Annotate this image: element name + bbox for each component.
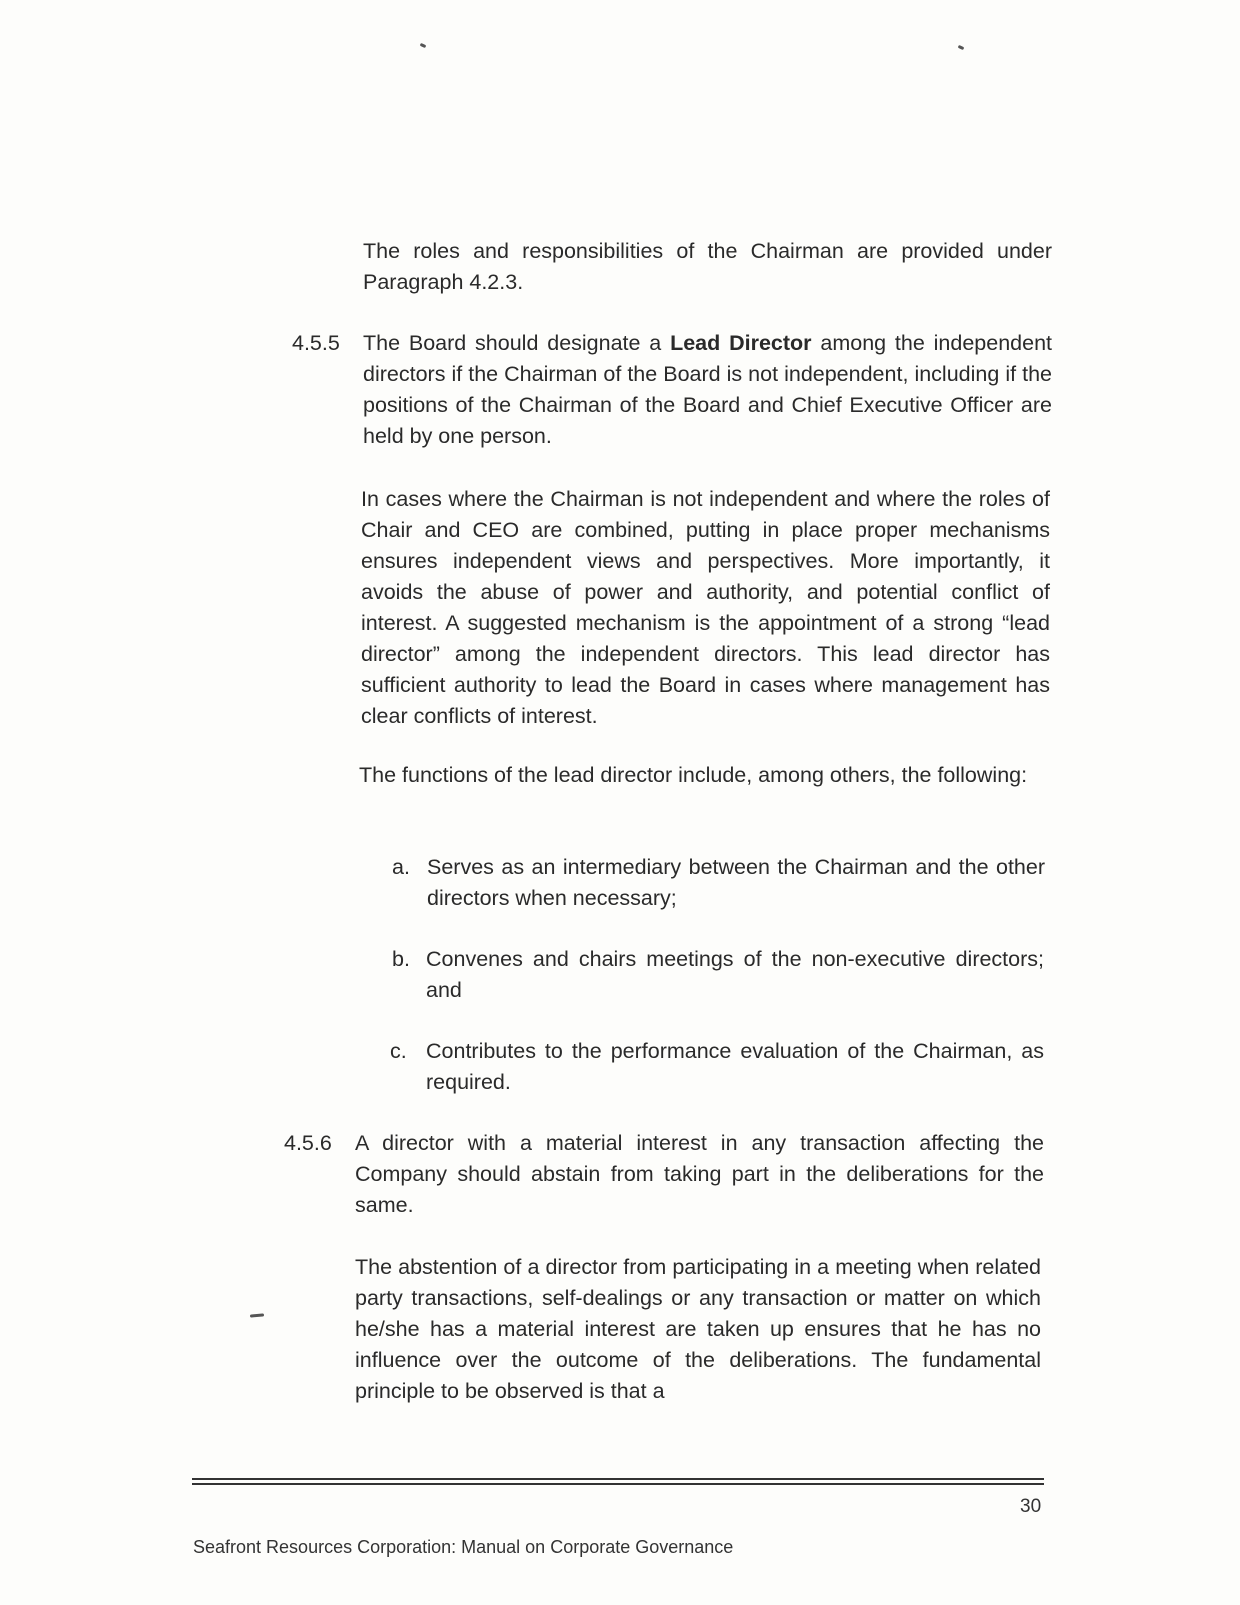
list-marker-b: b. bbox=[392, 947, 410, 971]
section-4-5-5-text bbox=[363, 328, 1052, 452]
list-marker-c: c. bbox=[390, 1039, 407, 1063]
scan-speck bbox=[958, 45, 965, 50]
paragraph-functions: The functions of the lead director include, among others, the following: bbox=[359, 763, 1028, 787]
lead-director-term: Lead Director bbox=[670, 331, 812, 355]
page-number: 30 bbox=[1020, 1496, 1042, 1517]
section-number-4-5-5: 4.5.5 bbox=[292, 331, 340, 355]
footer-rule-bottom bbox=[192, 1483, 1044, 1485]
paragraph-cases: In cases where the Chairman is not independent and where the roles of Chair and CEO are combined, putting in place proper mechanisms ensures independent views and perspectives. More importantly, it avoids the abuse of power and authority, and potential conflict of interest. A suggested mechanism is the appointment of a strong “lead director” among the independent directors. This lead director has sufficient authority to lead the Board in cases where management has clear conflicts of interest. bbox=[361, 487, 1050, 728]
scan-speck bbox=[250, 1313, 264, 1317]
scan-speck bbox=[420, 43, 427, 48]
list-item-c: Contributes to the performance evaluation of the Chairman, as required. bbox=[426, 1039, 1044, 1094]
list-item-a: Serves as an intermediary between the Chairman and the other directors when necessary; bbox=[427, 855, 1045, 910]
list-marker-a: a. bbox=[392, 855, 410, 879]
section-4-5-6-text: A director with a material interest in any transaction affecting the Company should abstain from taking part in the deliberations for the same. bbox=[355, 1131, 1044, 1217]
paragraph-abstention: The abstention of a director from participating in a meeting when related party transactions, self-dealings or any transaction or matter on which he/she has a material interest are taken up ensures that he has no influence over the outcome of the deliberations. The fundamental principle to be observed is that a bbox=[355, 1255, 1041, 1403]
section-4-5-5-text-end: among the independent directors if the Chairman of the Board is not independent, including if the positions of the Chairman of the Board and Chief Executive Officer are held by one person. bbox=[363, 331, 1053, 448]
section-4-5-5-text-start: The Board should designate a bbox=[363, 331, 671, 355]
list-item-b: Convenes and chairs meetings of the non-executive directors; and bbox=[426, 947, 1044, 1002]
paragraph-chairman-roles: The roles and responsibilities of the Chairman are provided under Paragraph 4.2.3. bbox=[363, 239, 1052, 294]
section-number-4-5-6: 4.5.6 bbox=[284, 1131, 332, 1155]
footer-title: Seafront Resources Corporation: Manual on Corporate Governance bbox=[193, 1537, 734, 1557]
footer-rule-top bbox=[192, 1478, 1044, 1480]
